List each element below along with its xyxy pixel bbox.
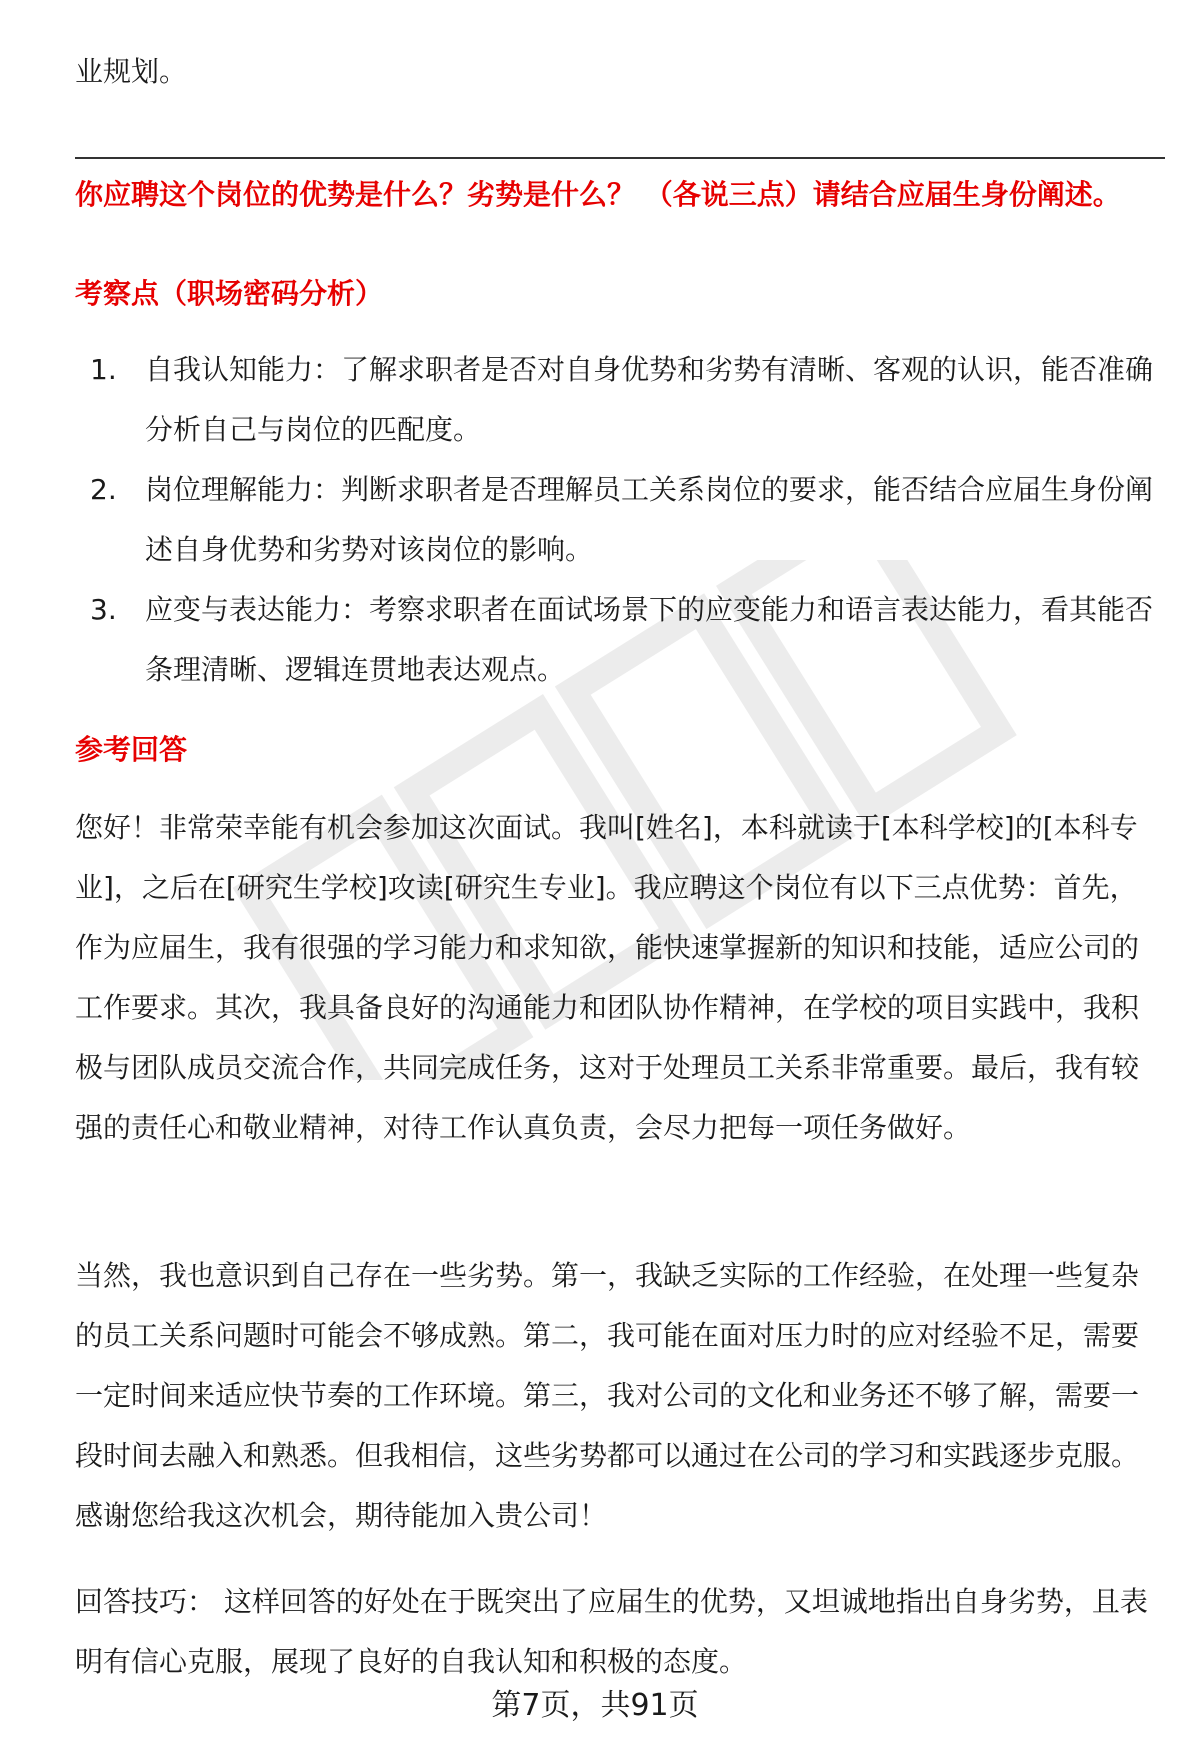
list-item <box>75 580 1165 700</box>
list-number: 3. <box>90 593 117 626</box>
assessment-points-list <box>75 340 1165 700</box>
question-title: 你应聘这个岗位的优势是什么？劣势是什么？ （各说三点）请结合应届生身份阐述。 <box>75 178 1121 211</box>
answer-paragraph-strengths: 您好！非常荣幸能有机会参加这次面试。我叫[姓名]，本科就读于[本科学校]的[本科专业]，之后在[研究生学校]攻读[研究生专业]。我应聘这个岗位有以下三点优势：首先，作为应届生，我有很强的学习能力和求知欲，能快速掌握新的知识和技能，适应公司的工作要求。其次，我具备良好的沟通能力和团队协作精神，在学校的项目实践中，我积极与团队成员交流合作，共同完成任务，这对于处理员工关系非常重要。最后，我有较强的责任心和敬业精神，对待工作认真负责，会尽力把每一项任务做好。 <box>75 811 1140 1144</box>
assessment-points-heading: 考察点（职场密码分析） <box>75 277 384 310</box>
list-item <box>75 460 1165 580</box>
list-item <box>75 340 1165 460</box>
section-divider <box>75 157 1165 159</box>
list-text: 应变与表达能力：考察求职者在面试场景下的应变能力和语言表达能力，看其能否条理清晰、逻辑连贯地表达观点。 <box>145 593 1154 686</box>
list-text: 自我认知能力：了解求职者是否对自身优势和劣势有清晰、客观的认识，能否准确分析自己与岗位的匹配度。 <box>145 353 1154 446</box>
list-number: 2. <box>90 473 117 506</box>
page-number: 第7页，共91页 <box>491 1688 699 1723</box>
previous-section-tail: 业规划。 <box>75 55 188 88</box>
list-number: 1. <box>90 353 117 386</box>
list-text: 岗位理解能力：判断求职者是否理解员工关系岗位的要求，能否结合应届生身份阐述自身优势和劣势对该岗位的影响。 <box>145 473 1154 566</box>
reference-answer-heading: 参考回答 <box>75 733 188 766</box>
answer-paragraph-weaknesses: 当然，我也意识到自己存在一些劣势。第一，我缺乏实际的工作经验，在处理一些复杂的员工关系问题时可能会不够成熟。第二，我可能在面对压力时的应对经验不足，需要一定时间来适应快节奏的工作环境。第三，我对公司的文化和业务还不够了解，需要一段时间去融入和熟悉。但我相信，这些劣势都可以通过在公司的学习和实践逐步克服。感谢您给我这次机会，期待能加入贵公司！ <box>75 1259 1140 1532</box>
answer-tips: 回答技巧： 这样回答的好处在于既突出了应届生的优势，又坦诚地指出自身劣势，且表明有信心克服，展现了良好的自我认知和积极的态度。 <box>75 1585 1148 1678</box>
